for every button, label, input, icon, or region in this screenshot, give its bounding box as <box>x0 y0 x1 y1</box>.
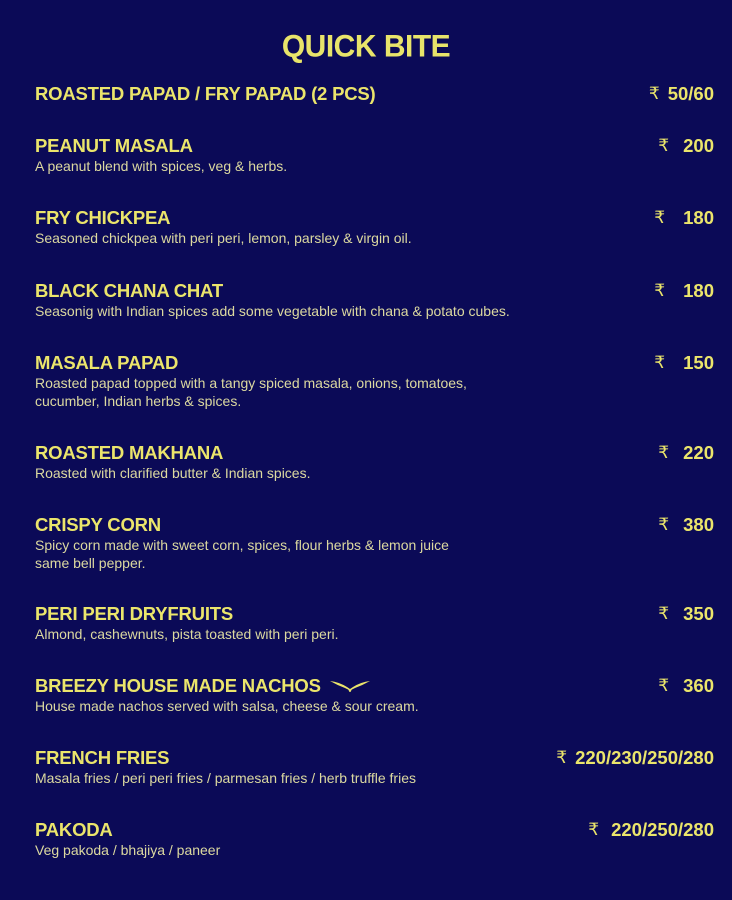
item-price <box>654 352 714 374</box>
item-price <box>658 675 714 697</box>
menu-item <box>35 603 715 644</box>
price-value: 220/230/250/280 <box>575 747 714 768</box>
item-description: Roasted papad topped with a tangy spiced masala, onions, tomatoes, cucumber, Indian herbs & spices. <box>35 375 467 409</box>
item-price <box>654 207 714 229</box>
price-value: 50/60 <box>667 83 714 104</box>
menu-item <box>35 280 715 321</box>
item-price <box>649 83 714 105</box>
item-name-text: BREEZY HOUSE MADE NACHOS <box>35 675 321 696</box>
price-value: 380 <box>683 514 714 535</box>
menu-item <box>35 83 715 105</box>
rupee-icon: ₹ <box>654 281 666 301</box>
item-price <box>588 819 714 841</box>
price-value: 360 <box>683 675 714 696</box>
rupee-icon: ₹ <box>658 136 670 156</box>
price-value: 200 <box>683 135 714 156</box>
item-description: Spicy corn made with sweet corn, spices, flour herbs & lemon juice same bell pepper. <box>35 537 449 571</box>
item-description: A peanut blend with spices, veg & herbs. <box>35 158 288 174</box>
item-name: PAKODA <box>35 819 113 840</box>
rupee-icon: ₹ <box>654 208 666 228</box>
item-name <box>35 675 715 697</box>
item-description: Almond, cashewnuts, pista toasted with peri peri. <box>35 626 339 642</box>
price-value: 220 <box>683 442 714 463</box>
menu-item <box>35 442 715 483</box>
rupee-icon: ₹ <box>658 676 670 696</box>
rupee-icon: ₹ <box>648 84 660 104</box>
item-name: BLACK CHANA CHAT <box>35 280 223 301</box>
rupee-icon: ₹ <box>654 353 666 373</box>
menu-item <box>35 207 715 248</box>
item-name: ROASTED MAKHANA <box>35 442 224 463</box>
item-name: FRY CHICKPEA <box>35 207 171 228</box>
menu-title: QUICK BITE <box>281 29 451 64</box>
item-name: CRISPY CORN <box>35 514 161 535</box>
rupee-icon: ₹ <box>556 748 568 768</box>
menu-item <box>35 135 715 176</box>
menu-item <box>35 514 715 572</box>
menu-item <box>35 352 715 410</box>
item-description: Masala fries / peri peri fries / parmesan fries / herb truffle fries <box>35 770 416 786</box>
price-value: 180 <box>683 280 714 301</box>
item-name: FRENCH FRIES <box>35 747 170 768</box>
price-value: 150 <box>683 352 714 373</box>
price-value: 220/250/280 <box>611 819 714 840</box>
item-description: House made nachos served with salsa, cheese & sour cream. <box>35 698 419 714</box>
item-price <box>654 280 714 302</box>
rupee-icon: ₹ <box>588 820 600 840</box>
item-price <box>658 442 714 464</box>
item-name: ROASTED PAPAD / FRY PAPAD (2 PCS) <box>35 83 376 104</box>
rupee-icon: ₹ <box>658 604 670 624</box>
price-value: 350 <box>683 603 714 624</box>
item-price <box>658 514 714 536</box>
item-price <box>658 603 714 625</box>
rupee-icon: ₹ <box>658 515 670 535</box>
bird-logo-icon <box>329 679 371 693</box>
item-price <box>556 747 714 769</box>
item-name: PEANUT MASALA <box>35 135 193 156</box>
item-name: MASALA PAPAD <box>35 352 179 373</box>
menu-item <box>35 675 715 716</box>
price-value: 180 <box>683 207 714 228</box>
rupee-icon: ₹ <box>658 443 670 463</box>
item-description: Seasonig with Indian spices add some vegetable with chana & potato cubes. <box>35 303 510 319</box>
item-name: PERI PERI DRYFRUITS <box>35 603 234 624</box>
item-description: Seasoned chickpea with peri peri, lemon, parsley & virgin oil. <box>35 230 412 246</box>
item-description: Roasted with clarified butter & Indian spices. <box>35 465 311 481</box>
item-description: Veg pakoda / bhajiya / paneer <box>35 842 221 858</box>
item-price <box>658 135 714 157</box>
